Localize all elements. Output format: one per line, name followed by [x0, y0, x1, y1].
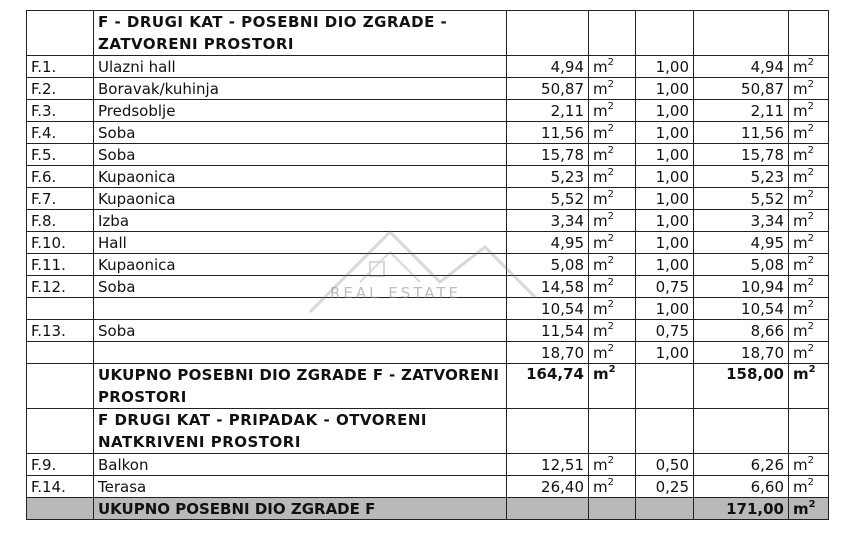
room-name [94, 298, 507, 320]
result-value: 50,87 [694, 78, 789, 100]
unit-exponent: 2 [607, 100, 614, 112]
unit-label: m [593, 233, 608, 252]
factor-value: 1,00 [636, 210, 694, 232]
unit-cell [789, 56, 829, 78]
unit-label: m [793, 321, 808, 340]
result-value: 5,52 [694, 188, 789, 210]
result-value: 10,54 [694, 298, 789, 320]
unit-cell [789, 364, 829, 409]
factor-value: 0,50 [636, 454, 694, 476]
area-value: 5,08 [507, 254, 589, 276]
unit-exponent: 2 [607, 56, 614, 68]
unit-exponent: 2 [607, 232, 614, 244]
unit-label: m [793, 299, 808, 318]
result-value: 4,94 [694, 56, 789, 78]
room-code: F.4. [27, 122, 94, 144]
area-value: 5,52 [507, 188, 589, 210]
cell-empty [589, 409, 636, 454]
table-row [27, 144, 829, 166]
unit-label: m [793, 499, 809, 518]
cell-empty [636, 364, 694, 409]
section-header-row [27, 11, 829, 56]
unit-cell [589, 100, 636, 122]
room-code: F.14. [27, 476, 94, 498]
unit-exponent: 2 [607, 166, 614, 178]
area-value: 10,54 [507, 298, 589, 320]
unit-label: m [593, 455, 608, 474]
cell-empty [636, 409, 694, 454]
room-code: F.7. [27, 188, 94, 210]
factor-value: 1,00 [636, 166, 694, 188]
unit-label: m [593, 101, 608, 120]
unit-exponent: 2 [807, 100, 814, 112]
factor-value: 1,00 [636, 144, 694, 166]
table-row [27, 276, 829, 298]
unit-exponent: 2 [807, 78, 814, 90]
result-value: 6,26 [694, 454, 789, 476]
result-value: 2,11 [694, 100, 789, 122]
room-name: Ulazni hall [94, 56, 507, 78]
open-section-header: F DRUGI KAT - PRIPADAK - OTVORENI NATKRIVENI PROSTORI [94, 409, 507, 454]
unit-exponent: 2 [807, 144, 814, 156]
unit-cell [789, 166, 829, 188]
unit-exponent: 2 [607, 454, 614, 466]
unit-label: m [593, 277, 608, 296]
area-value: 4,94 [507, 56, 589, 78]
factor-value: 0,75 [636, 320, 694, 342]
unit-exponent: 2 [807, 298, 814, 310]
room-code: F.10. [27, 232, 94, 254]
unit-cell [789, 342, 829, 364]
closed-total-area: 164,74 [507, 364, 589, 409]
table-row [27, 166, 829, 188]
room-name: Kupaonica [94, 254, 507, 276]
area-value: 2,11 [507, 100, 589, 122]
unit-label: m [593, 477, 608, 496]
area-value: 4,95 [507, 232, 589, 254]
room-name: Kupaonica [94, 166, 507, 188]
table-row [27, 454, 829, 476]
room-code: F.8. [27, 210, 94, 232]
grand-total-row [27, 498, 829, 520]
unit-exponent: 2 [607, 144, 614, 156]
unit-exponent: 2 [607, 342, 614, 354]
unit-label: m [593, 57, 608, 76]
unit-cell [589, 342, 636, 364]
unit-exponent: 2 [808, 364, 816, 375]
unit-cell [789, 454, 829, 476]
unit-label: m [593, 343, 608, 362]
cell-empty [694, 409, 789, 454]
cell-empty [636, 498, 694, 520]
closed-total-row [27, 364, 829, 409]
room-name: Predsoblje [94, 100, 507, 122]
factor-value: 1,00 [636, 342, 694, 364]
room-name: Boravak/kuhinja [94, 78, 507, 100]
unit-exponent: 2 [807, 122, 814, 134]
unit-label: m [793, 145, 808, 164]
table-row [27, 122, 829, 144]
room-code: F.9. [27, 454, 94, 476]
area-value: 11,54 [507, 320, 589, 342]
room-name: Balkon [94, 454, 507, 476]
unit-exponent: 2 [807, 320, 814, 332]
room-code: F.12. [27, 276, 94, 298]
unit-label: m [793, 101, 808, 120]
unit-label: m [793, 79, 808, 98]
room-name: Soba [94, 122, 507, 144]
unit-exponent: 2 [607, 476, 614, 488]
unit-exponent: 2 [607, 298, 614, 310]
factor-value: 1,00 [636, 56, 694, 78]
area-value: 18,70 [507, 342, 589, 364]
unit-label: m [593, 365, 609, 383]
result-value: 6,60 [694, 476, 789, 498]
factor-value: 1,00 [636, 188, 694, 210]
cell-empty [27, 409, 94, 454]
unit-cell [589, 298, 636, 320]
area-value: 5,23 [507, 166, 589, 188]
room-code [27, 342, 94, 364]
unit-exponent: 2 [807, 476, 814, 488]
room-name: Hall [94, 232, 507, 254]
area-value: 26,40 [507, 476, 589, 498]
unit-cell [589, 78, 636, 100]
unit-label: m [793, 123, 808, 142]
table-row [27, 210, 829, 232]
unit-label: m [593, 167, 608, 186]
unit-exponent: 2 [807, 276, 814, 288]
cell-empty [507, 498, 589, 520]
unit-cell [789, 298, 829, 320]
factor-value: 1,00 [636, 232, 694, 254]
cell-empty [507, 409, 589, 454]
unit-cell [589, 232, 636, 254]
unit-label: m [793, 167, 808, 186]
unit-exponent: 2 [807, 188, 814, 200]
factor-value: 0,25 [636, 476, 694, 498]
unit-cell [789, 100, 829, 122]
table-row [27, 100, 829, 122]
unit-label: m [793, 57, 808, 76]
table-row [27, 232, 829, 254]
unit-exponent: 2 [607, 276, 614, 288]
section-header: F - DRUGI KAT - POSEBNI DIO ZGRADE - ZATVORENI PROSTORI [94, 11, 507, 56]
cell-empty [27, 498, 94, 520]
area-value: 12,51 [507, 454, 589, 476]
unit-cell [589, 56, 636, 78]
unit-cell [589, 122, 636, 144]
unit-cell [789, 498, 829, 520]
result-value: 4,95 [694, 232, 789, 254]
table-row [27, 342, 829, 364]
unit-label: m [593, 145, 608, 164]
unit-cell [789, 476, 829, 498]
unit-cell [589, 364, 636, 409]
unit-exponent: 2 [807, 232, 814, 244]
factor-value: 0,75 [636, 276, 694, 298]
room-name: Kupaonica [94, 188, 507, 210]
area-value: 3,34 [507, 210, 589, 232]
room-code: F.13. [27, 320, 94, 342]
table-row [27, 78, 829, 100]
unit-cell [789, 210, 829, 232]
unit-label: m [793, 233, 808, 252]
result-value: 10,94 [694, 276, 789, 298]
watermark-text: REAL ESTATE [330, 284, 462, 302]
unit-cell [789, 232, 829, 254]
grand-total-result: 171,00 [694, 498, 789, 520]
unit-exponent: 2 [807, 342, 814, 354]
unit-label: m [793, 365, 809, 383]
unit-label: m [793, 477, 808, 496]
unit-label: m [593, 123, 608, 142]
unit-cell [789, 254, 829, 276]
closed-total-label: UKUPNO POSEBNI DIO ZGRADE F - ZATVORENI PROSTORI [94, 364, 507, 409]
unit-label: m [593, 211, 608, 230]
result-value: 5,08 [694, 254, 789, 276]
cell-empty [27, 11, 94, 56]
unit-exponent: 2 [807, 56, 814, 68]
table-row [27, 254, 829, 276]
unit-cell [589, 254, 636, 276]
unit-cell [789, 122, 829, 144]
table-row [27, 298, 829, 320]
unit-exponent: 2 [807, 254, 814, 266]
unit-cell [589, 166, 636, 188]
unit-exponent: 2 [607, 122, 614, 134]
unit-exponent: 2 [607, 188, 614, 200]
unit-label: m [793, 211, 808, 230]
cell-empty [589, 498, 636, 520]
factor-value: 1,00 [636, 122, 694, 144]
unit-exponent: 2 [607, 254, 614, 266]
unit-label: m [593, 255, 608, 274]
factor-value: 1,00 [636, 78, 694, 100]
room-code: F.5. [27, 144, 94, 166]
grand-total-label: UKUPNO POSEBNI DIO ZGRADE F [94, 498, 507, 520]
room-code: F.11. [27, 254, 94, 276]
closed-total-result: 158,00 [694, 364, 789, 409]
area-value: 14,58 [507, 276, 589, 298]
unit-label: m [593, 189, 608, 208]
unit-cell [589, 454, 636, 476]
result-value: 15,78 [694, 144, 789, 166]
unit-label: m [793, 343, 808, 362]
room-code: F.1. [27, 56, 94, 78]
unit-cell [789, 320, 829, 342]
unit-cell [589, 476, 636, 498]
unit-label: m [593, 79, 608, 98]
room-name: Izba [94, 210, 507, 232]
result-value: 5,23 [694, 166, 789, 188]
unit-exponent: 2 [807, 454, 814, 466]
table-row [27, 188, 829, 210]
unit-exponent: 2 [807, 166, 814, 178]
room-code: F.2. [27, 78, 94, 100]
room-name: Soba [94, 320, 507, 342]
room-name: Terasa [94, 476, 507, 498]
unit-cell [589, 276, 636, 298]
cell-empty [789, 409, 829, 454]
result-value: 8,66 [694, 320, 789, 342]
room-code: F.6. [27, 166, 94, 188]
area-value: 50,87 [507, 78, 589, 100]
room-name: Soba [94, 276, 507, 298]
unit-exponent: 2 [807, 210, 814, 222]
unit-exponent: 2 [608, 364, 616, 375]
result-value: 18,70 [694, 342, 789, 364]
area-value: 11,56 [507, 122, 589, 144]
table-row [27, 320, 829, 342]
factor-value: 1,00 [636, 254, 694, 276]
unit-exponent: 2 [607, 78, 614, 90]
table-row [27, 476, 829, 498]
unit-cell [789, 144, 829, 166]
area-table-body [27, 11, 829, 520]
cell-empty [27, 364, 94, 409]
unit-cell [789, 188, 829, 210]
area-value: 15,78 [507, 144, 589, 166]
room-name [94, 342, 507, 364]
unit-cell [589, 210, 636, 232]
unit-cell [789, 78, 829, 100]
unit-label: m [793, 455, 808, 474]
unit-exponent: 2 [607, 210, 614, 222]
unit-label: m [793, 277, 808, 296]
result-value: 3,34 [694, 210, 789, 232]
unit-cell [589, 144, 636, 166]
result-value: 11,56 [694, 122, 789, 144]
unit-label: m [593, 299, 608, 318]
area-table [26, 10, 829, 520]
factor-value: 1,00 [636, 298, 694, 320]
unit-cell [589, 320, 636, 342]
unit-label: m [593, 321, 608, 340]
unit-exponent: 2 [607, 320, 614, 332]
open-header-row [27, 409, 829, 454]
unit-label: m [793, 189, 808, 208]
room-code [27, 298, 94, 320]
unit-cell [589, 188, 636, 210]
unit-exponent: 2 [808, 498, 816, 510]
room-code: F.3. [27, 100, 94, 122]
room-name: Soba [94, 144, 507, 166]
unit-label: m [793, 255, 808, 274]
factor-value: 1,00 [636, 100, 694, 122]
unit-cell [789, 276, 829, 298]
table-row [27, 56, 829, 78]
